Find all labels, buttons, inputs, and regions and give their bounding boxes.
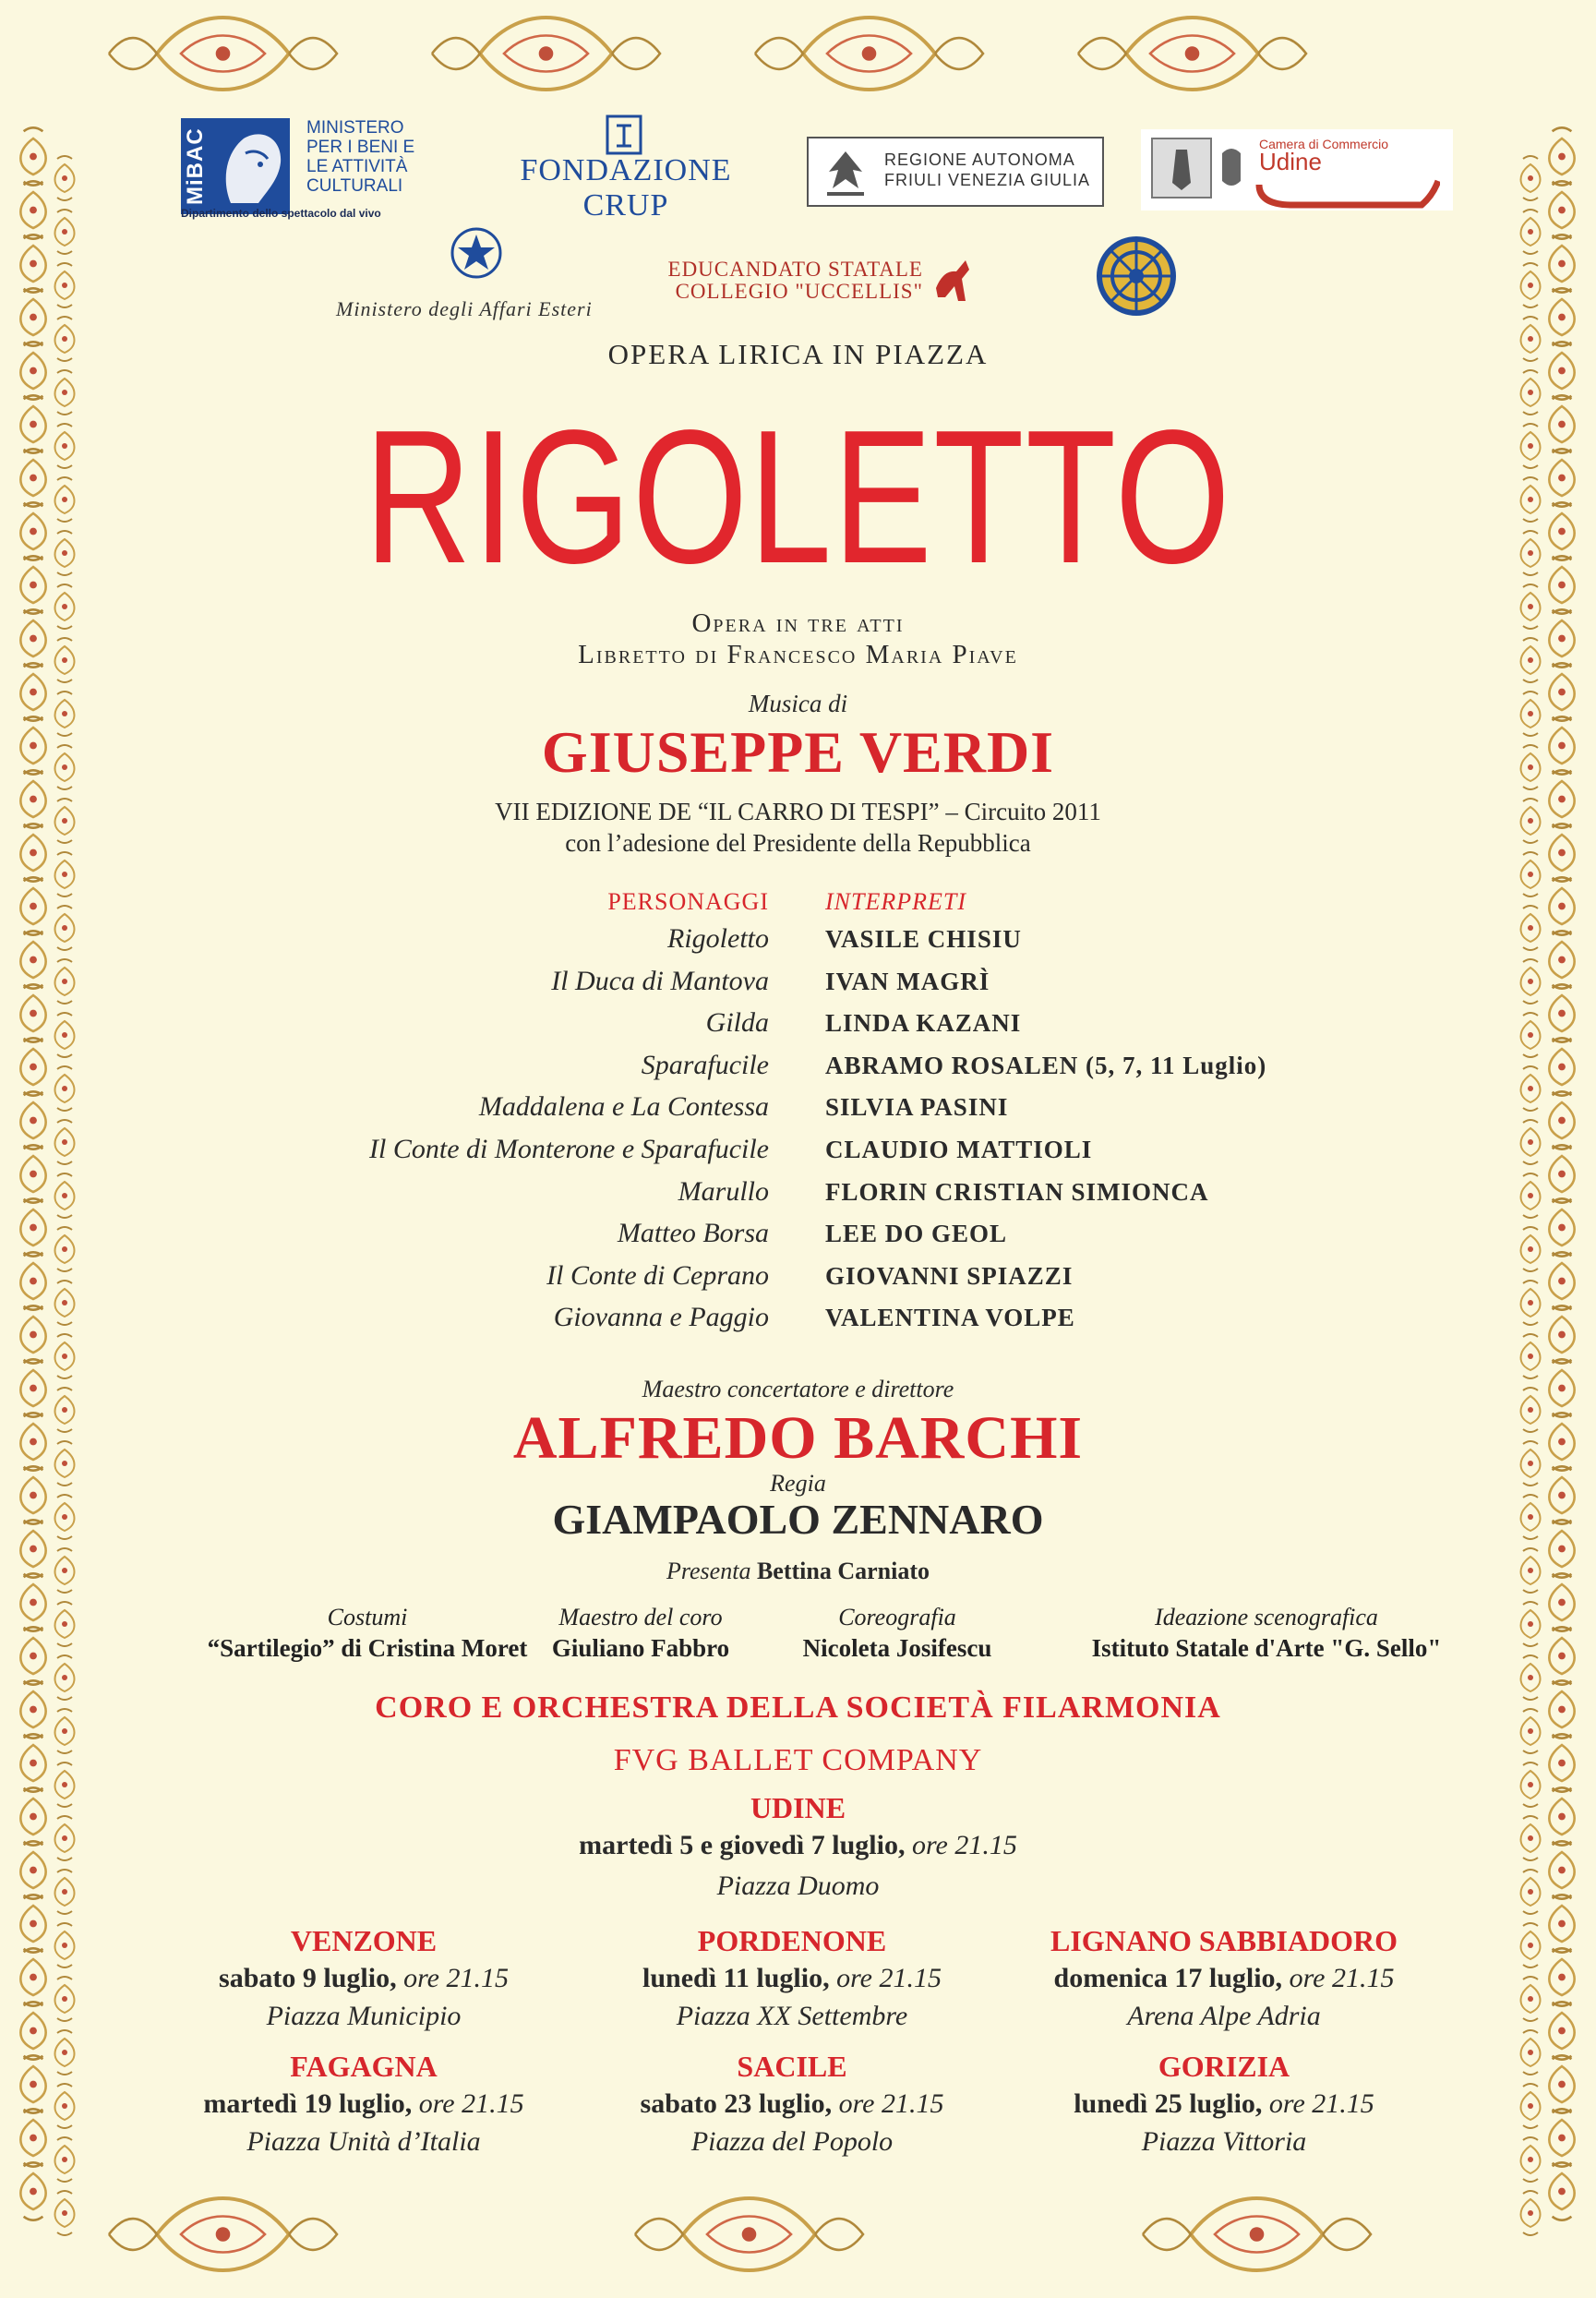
red-swoosh-icon (1255, 177, 1440, 209)
ornament (1549, 127, 1574, 185)
ornament (1549, 1948, 1574, 2005)
credit-value: Nicoleta Josifescu (802, 1634, 992, 1662)
show-entry (580, 1922, 1004, 2035)
show-date: lunedì 11 luglio, (642, 1963, 830, 1993)
performers-header: INTERPRETI (825, 888, 966, 915)
ministero-esteri-logo: Ministero degli Affari Esteri (336, 297, 593, 320)
presenta-label: Presenta (666, 1558, 751, 1584)
cast-role: Giovanna e Paggio (553, 1302, 769, 1333)
show-date: lunedì 25 luglio, (1074, 2088, 1263, 2119)
credit-scenografia (1063, 1603, 1470, 1664)
composer-name: GIUSEPPE VERDI (541, 719, 1055, 785)
ornament (1521, 531, 1541, 575)
credit-coreografia (703, 1603, 1091, 1664)
ornament (1521, 2191, 1541, 2235)
coro-orchestra: CORO E ORCHESTRA DELLA SOCIETÀ FILARMONIA (375, 1690, 1221, 1725)
cast-actor: CLAUDIO MATTIOLI (825, 1136, 1093, 1163)
subtitle-line: Libretto di Francesco Maria Piave (578, 640, 1018, 669)
crup-line: FONDAZIONE (520, 153, 732, 187)
ornament (20, 127, 45, 185)
ornament (20, 449, 45, 506)
ornament (20, 1627, 45, 1684)
ornament (1521, 424, 1541, 468)
cast-actor: LINDA KAZANI (825, 1009, 1022, 1038)
subtitle-line: Opera in tre atti (691, 608, 905, 638)
ornament (1078, 18, 1306, 90)
cast-role: Il Duca di Mantova (551, 965, 769, 996)
credit-value: Giuliano Fabbro (551, 1634, 730, 1662)
ornament (1521, 2030, 1541, 2075)
cast-role: Matteo Borsa (617, 1218, 769, 1249)
italian-emblem-icon (449, 225, 504, 283)
show-entry (1012, 1922, 1436, 2035)
show-place: Piazza XX Settembre (676, 2001, 908, 2031)
show-date-line (151, 1959, 576, 1998)
ornament (55, 852, 75, 896)
show-time: ore 21.15 (1289, 1963, 1395, 1993)
statue-head-icon (212, 126, 286, 207)
cast-row (0, 1176, 1596, 1219)
maestro-name: ALFREDO BARCHI (512, 1404, 1084, 1472)
mibac-name (306, 118, 426, 196)
show-date-line (1012, 2085, 1436, 2124)
cast-actor: SILVIA PASINI (825, 1093, 1009, 1122)
ornament (20, 2109, 45, 2166)
ornament (1521, 210, 1541, 254)
opera-kicker: OPERA LIRICA IN PIAZZA (607, 338, 989, 370)
cast-row (0, 966, 1596, 1008)
cast-row (0, 1007, 1596, 1050)
cast-role: Gilda (705, 1007, 769, 1039)
page-title: RIGOLETTO (364, 391, 1232, 603)
ornament (1549, 1627, 1574, 1684)
edition-info (0, 796, 1596, 859)
ornament (109, 2198, 337, 2270)
cast-row (0, 1050, 1596, 1092)
mibac-line: LE ATTIVITÀ (306, 157, 408, 176)
ornament (20, 1895, 45, 1952)
credit-value: “Sartilegio” di Cristina Moret (207, 1634, 528, 1662)
camera-udine-label: Udine (1259, 148, 1322, 175)
ornament (1549, 2002, 1574, 2059)
mibac-vertical-text: MiBAC (183, 127, 208, 205)
cast-actor: FLORIN CRISTIAN SIMIONCA (825, 1177, 1209, 1206)
ornament (1521, 1977, 1541, 2021)
regione-line: FRIULI VENEZIA GIULIA (884, 171, 1091, 189)
show-date: sabato 9 luglio, (219, 1963, 397, 1993)
presenta-name: Bettina Carniato (756, 1558, 930, 1584)
ornament (1549, 502, 1574, 559)
ornament (755, 18, 983, 90)
ornament (1549, 2055, 1574, 2112)
mibac-logo (181, 118, 290, 214)
ornament (55, 156, 75, 200)
cast-actor: VALENTINA VOLPE (825, 1304, 1075, 1332)
cast-role: Sparafucile (641, 1049, 769, 1080)
show-city: GORIZIA (1158, 2050, 1290, 2083)
ornament (55, 2030, 75, 2075)
ornament (20, 502, 45, 559)
ornament (1521, 1923, 1541, 1967)
ornament (55, 263, 75, 307)
ornament (1549, 235, 1574, 292)
show-city-main: UDINE (750, 1791, 846, 1824)
musica-label: Musica di (748, 690, 848, 717)
show-city: LIGNANO SABBIADORO (1050, 1924, 1398, 1957)
ornament (55, 210, 75, 254)
eagle-icon (820, 144, 871, 199)
show-place-main: Piazza Duomo (716, 1871, 880, 1901)
credit-value: Istituto Statale d'Arte "G. Sello" (1091, 1634, 1442, 1662)
cast-row (0, 1091, 1596, 1134)
ornament (1549, 556, 1574, 613)
cast-row (0, 1302, 1596, 1344)
ornament (1521, 852, 1541, 896)
ornament (1549, 449, 1574, 506)
cast-row (0, 1218, 1596, 1260)
ornament (1521, 477, 1541, 522)
ornament (55, 531, 75, 575)
ornament (1521, 370, 1541, 415)
show-date: domenica 17 luglio, (1053, 1963, 1283, 1993)
show-entry (580, 2048, 1004, 2160)
show-city: PORDENONE (697, 1924, 887, 1957)
mibac-line: CULTURALI (306, 176, 403, 196)
ornament (20, 235, 45, 292)
ornament (1549, 2162, 1574, 2220)
regione-fvg-logo (807, 137, 1104, 207)
ornament (1549, 2109, 1574, 2166)
show-date: sabato 23 luglio, (640, 2088, 833, 2119)
ornament (55, 2137, 75, 2182)
presenta-line (0, 1558, 1596, 1585)
horse-rider-icon (929, 251, 975, 307)
ornament (55, 370, 75, 415)
ornament (635, 2198, 863, 2270)
ornament (1549, 181, 1574, 238)
fondazione-crup-logo (506, 153, 746, 223)
ornament (1143, 2198, 1371, 2270)
ornament (55, 2191, 75, 2235)
roles-header: PERSONAGGI (607, 888, 769, 915)
ornament (1549, 395, 1574, 452)
ornament (1521, 263, 1541, 307)
ballet-company: FVG BALLET COMPANY (613, 1743, 983, 1777)
cast-row (0, 923, 1596, 966)
ornament (20, 181, 45, 238)
show-time: ore 21.15 (418, 2088, 524, 2119)
ornament (55, 424, 75, 468)
ornament (1521, 2137, 1541, 2182)
show-entry (151, 1922, 576, 2035)
cast-actor: ABRAMO ROSALEN (5, 7, 11 Luglio) (825, 1051, 1267, 1079)
mibac-line: MINISTERO (306, 118, 404, 138)
show-date-line (1012, 1959, 1436, 1998)
regia-name: GIAMPAOLO ZENNARO (552, 1496, 1044, 1543)
regia-label: Regia (770, 1470, 826, 1497)
ornament (109, 18, 337, 90)
ornament (55, 1602, 75, 1646)
educandato-line: COLLEGIO "UCCELLIS" (675, 280, 923, 303)
show-entry (151, 2048, 576, 2160)
credit-label: Costumi (327, 1604, 408, 1630)
rotary-logo-icon (1095, 235, 1178, 318)
cast-actor: LEE DO GEOL (825, 1220, 1008, 1248)
educandato-line: EDUCANDATO STATALE (667, 258, 923, 281)
show-place: Arena Alpe Adria (1127, 2001, 1321, 2031)
mibac-line: PER I BENI E (306, 138, 415, 157)
ornament (20, 2002, 45, 2059)
edition-line: con l’adesione del Presidente della Repubblica (565, 829, 1031, 857)
show-place: Piazza Municipio (266, 2001, 462, 2031)
show-entry (1012, 2048, 1436, 2160)
ornament (20, 556, 45, 613)
cast-row (0, 1134, 1596, 1176)
ornament (20, 2162, 45, 2220)
regione-line: REGIONE AUTONOMA (884, 150, 1075, 169)
cast-actor: GIOVANNI SPIAZZI (825, 1261, 1074, 1290)
credit-label: Ideazione scenografica (1155, 1604, 1378, 1630)
ornament (432, 18, 660, 90)
cast-role: Maddalena e La Contessa (478, 1091, 769, 1123)
camera-commercio-logo (1141, 129, 1453, 211)
show-date-line (580, 1959, 1004, 1998)
show-city: FAGAGNA (290, 2050, 438, 2083)
show-date-line (151, 2085, 576, 2124)
credit-label: Maestro del coro (558, 1604, 723, 1630)
show-city: VENZONE (290, 1924, 438, 1957)
show-date: martedì 19 luglio, (203, 2088, 413, 2119)
mibac-department: Dipartimento dello spettacolo dal vivo (181, 207, 381, 220)
coat-of-arms-icon (1148, 135, 1250, 203)
cast-role: Marullo (678, 1175, 769, 1207)
maestro-label: Maestro concertatore e direttore (642, 1376, 954, 1402)
show-time: ore 21.15 (838, 2088, 944, 2119)
camera-commercio-label: Camera di Commercio (1259, 137, 1389, 151)
cast-role: Il Conte di Ceprano (546, 1259, 769, 1291)
ornament (1521, 156, 1541, 200)
ornament (1521, 2084, 1541, 2128)
opera-subtitle (0, 608, 1596, 670)
show-time: ore 21.15 (911, 1830, 1017, 1860)
show-place: Piazza del Popolo (690, 2126, 894, 2157)
show-date-main (0, 1830, 1596, 1861)
crup-line: CRUP (582, 188, 669, 223)
show-city: SACILE (737, 2050, 847, 2083)
show-date: martedì 5 e giovedì 7 luglio, (579, 1830, 906, 1860)
ornament (20, 1948, 45, 2005)
ornament (55, 1977, 75, 2021)
ornament (1521, 1602, 1541, 1646)
show-time: ore 21.15 (403, 1963, 509, 1993)
ornament (20, 2055, 45, 2112)
cast-actor: VASILE CHISIU (825, 925, 1022, 953)
show-place: Piazza Unità d’Italia (246, 2126, 481, 2157)
cast-role: Il Conte di Monterone e Sparafucile (369, 1134, 769, 1164)
show-date-line (580, 2085, 1004, 2124)
ornament (55, 1923, 75, 1967)
show-time: ore 21.15 (1268, 2088, 1374, 2119)
show-time: ore 21.15 (836, 1963, 942, 1993)
ornament (55, 477, 75, 522)
cast-role: Rigoletto (667, 923, 769, 954)
ornament (55, 2084, 75, 2128)
educandato-logo (646, 259, 923, 303)
credit-label: Coreografia (838, 1604, 956, 1630)
crup-emblem-icon (606, 114, 642, 155)
edition-line: VII EDIZIONE DE “IL CARRO DI TESPI” – Circuito 2011 (495, 798, 1101, 825)
ornament (20, 395, 45, 452)
ornament (1549, 1895, 1574, 1952)
show-place: Piazza Vittoria (1141, 2126, 1307, 2157)
cast-row (0, 1260, 1596, 1303)
cast-actor: IVAN MAGRÌ (825, 967, 990, 995)
